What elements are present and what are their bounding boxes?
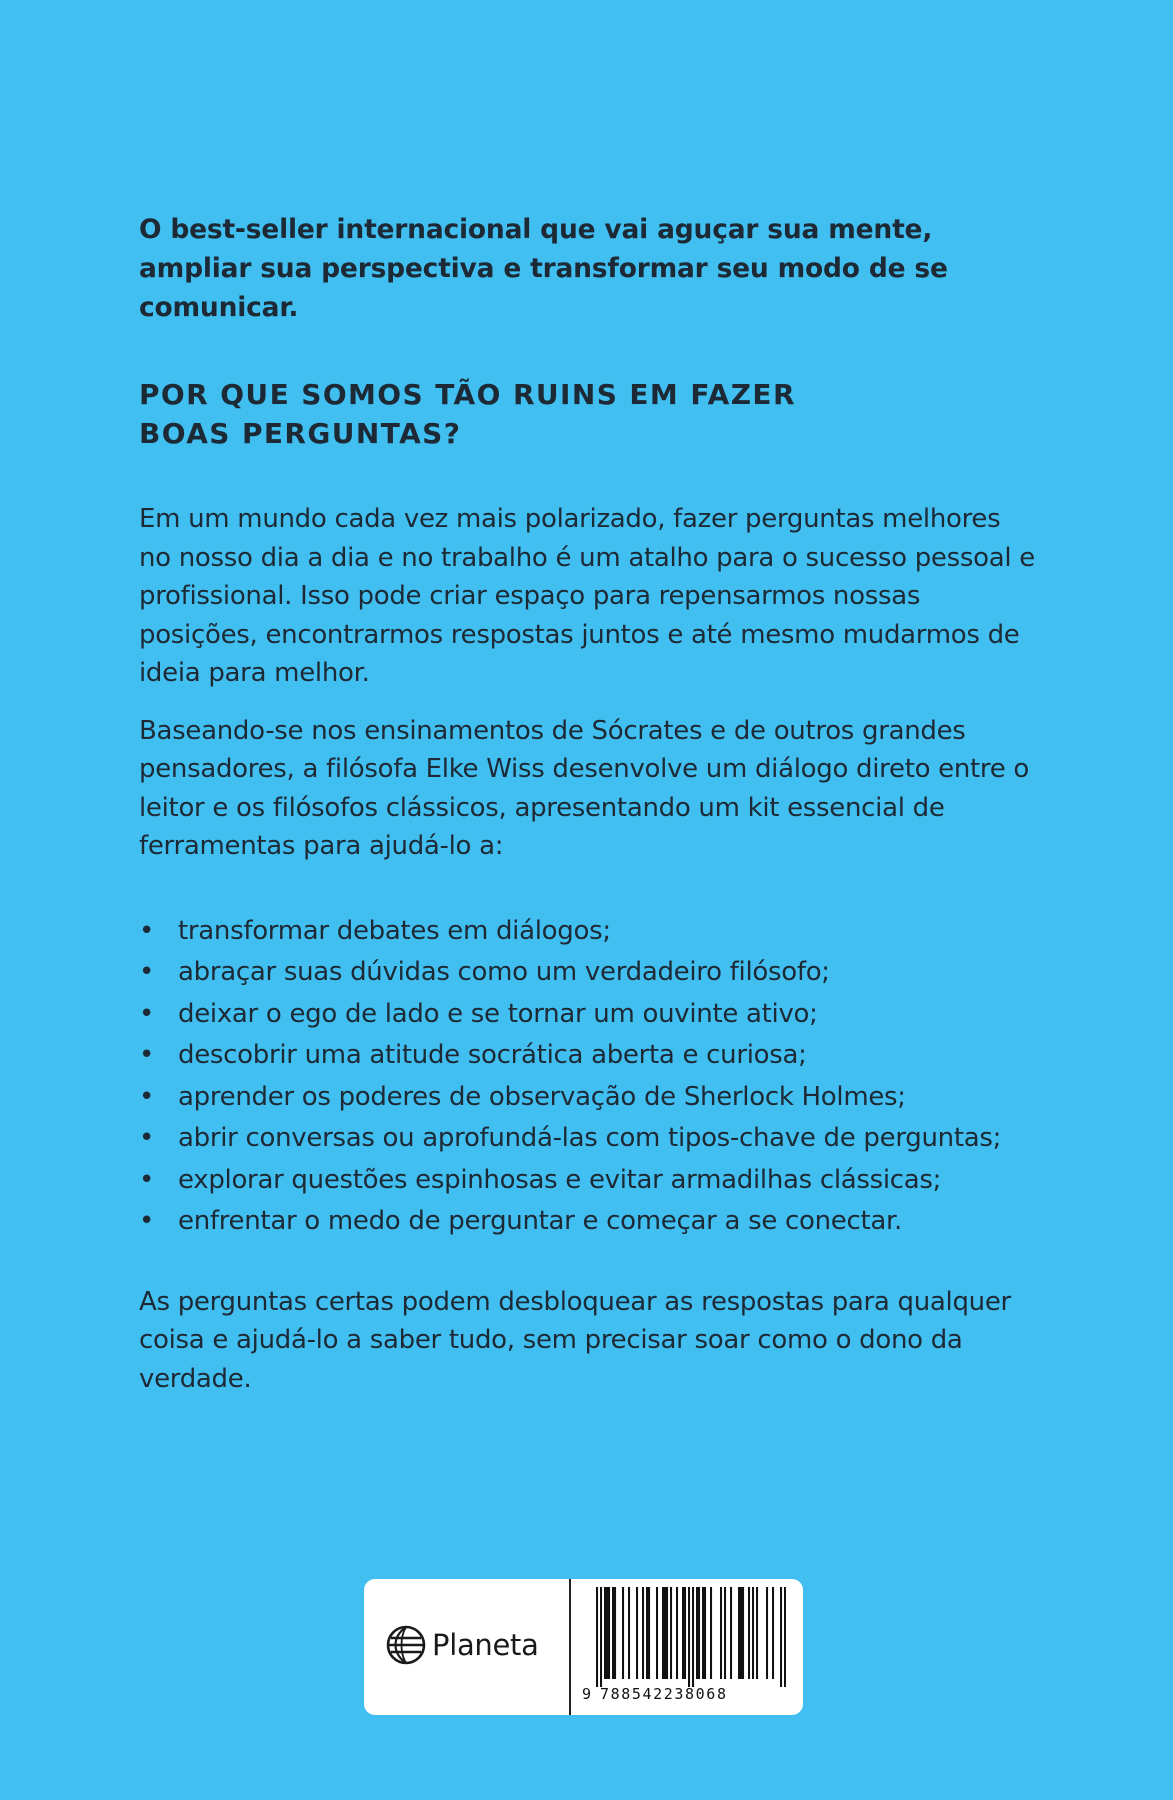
paragraph-description: Baseando-se nos ensinamentos de Sócrates e de outros grandes pensadores, a filósofa Elke Wiss desenvolve um diálogo direto entre o leitor e os filósofos clássicos, apresentando um kit essencial de ferramentas para ajudá-lo a:: [139, 715, 1030, 861]
barcode-bar: [696, 1587, 698, 1679]
barcode-bar: [688, 1587, 690, 1687]
paragraph-intro: Em um mundo cada vez mais polarizado, fazer perguntas melhores no nosso dia a dia e no trabalho é um atalho para o sucesso pessoal e profissional. Isso pode criar espaço para repensarmos nossas posições, encontrarmos respostas juntos e até mesmo mudarmos de ideia para melhor.: [139, 504, 1035, 688]
barcode-bar: [724, 1587, 726, 1679]
barcode-bar: [702, 1587, 704, 1679]
barcode-bar: [676, 1587, 678, 1679]
barcode-bar: [600, 1587, 602, 1687]
bullet-icon: •: [139, 1206, 155, 1236]
barcode-bar: [748, 1587, 750, 1679]
list-item: • explorar questões espinhosas e evitar armadilhas clássicas;: [139, 1160, 1039, 1202]
barcode-bar: [656, 1587, 658, 1679]
paragraph-closing: As perguntas certas podem desbloquear as respostas para qualquer coisa e ajudá-lo a saber tudo, sem precisar soar como o dono da verdade.: [139, 1286, 1011, 1394]
barcode-bar: [780, 1587, 782, 1687]
list-item: • abrir conversas ou aprofundá-las com tipos-chave de perguntas;: [139, 1118, 1039, 1160]
publisher-logo: [386, 1625, 539, 1665]
barcode-bar: [612, 1587, 614, 1679]
barcode: [582, 1587, 796, 1709]
barcode-bar: [646, 1587, 648, 1679]
barcode-bar: [606, 1587, 608, 1679]
barcode-bars: [596, 1587, 786, 1687]
list-item: • transformar debates em diálogos;: [139, 911, 1039, 953]
list-item: • descobrir uma atitude socrática aberta e curiosa;: [139, 1035, 1039, 1077]
headline: [139, 375, 1039, 453]
barcode-bar: [698, 1587, 700, 1679]
barcode-bar: [670, 1587, 672, 1679]
barcode-bar: [622, 1587, 624, 1679]
list-item: • enfrentar o medo de perguntar e começar a se conectar.: [139, 1201, 1039, 1243]
barcode-bar: [648, 1587, 650, 1679]
barcode-bar: [642, 1587, 644, 1679]
bullet-icon: •: [139, 915, 155, 946]
barcode-bar: [720, 1587, 722, 1679]
barcode-bar: [636, 1587, 638, 1679]
barcode-bar: [704, 1587, 706, 1679]
barcode-bar: [682, 1587, 684, 1679]
tagline: O best-seller internacional que vai aguçar sua mente, ampliar sua perspectiva e transformar seu modo de se comunicar.: [139, 214, 948, 323]
barcode-bar: [740, 1587, 742, 1679]
bullet-list: [139, 911, 1039, 1243]
barcode-bar: [710, 1587, 712, 1679]
bullet-icon: •: [139, 1081, 155, 1112]
barcode-bar: [784, 1587, 786, 1687]
barcode-bar: [756, 1587, 758, 1679]
headline-line-1: POR QUE SOMOS TÃO RUINS EM FAZER: [139, 378, 796, 411]
barcode-bar: [662, 1587, 664, 1679]
barcode-bar: [628, 1587, 630, 1679]
barcode-bar: [692, 1587, 694, 1687]
barcode-bar: [742, 1587, 744, 1679]
barcode-bar: [596, 1587, 598, 1687]
barcode-bar: [666, 1587, 668, 1679]
publisher-name: Planeta: [432, 1628, 539, 1662]
isbn-prefix: 9: [582, 1685, 592, 1703]
bullet-icon: •: [139, 1164, 155, 1195]
barcode-bar: [752, 1587, 754, 1679]
headline-line-2: BOAS PERGUNTAS?: [139, 417, 462, 450]
barcode-bar: [608, 1587, 610, 1679]
barcode-bar: [684, 1587, 686, 1679]
barcode-bar: [738, 1587, 740, 1679]
barcode-bar: [730, 1587, 732, 1679]
isbn-number: 788542238068: [600, 1685, 728, 1703]
list-item: • aprender os poderes de observação de Sherlock Holmes;: [139, 1077, 1039, 1119]
barcode-bar: [664, 1587, 666, 1679]
barcode-bar: [772, 1587, 774, 1679]
globe-icon: [386, 1625, 426, 1665]
list-item: • deixar o ego de lado e se tornar um ouvinte ativo;: [139, 994, 1039, 1036]
back-cover-text: [139, 210, 1039, 1398]
barcode-panel: [364, 1579, 803, 1715]
barcode-bar: [614, 1587, 616, 1679]
bullet-icon: •: [139, 957, 155, 987]
bullet-icon: •: [139, 1123, 155, 1153]
barcode-bar: [604, 1587, 606, 1679]
bullet-icon: •: [139, 998, 155, 1029]
barcode-bar: [766, 1587, 768, 1679]
divider: [569, 1579, 571, 1715]
list-item: • abraçar suas dúvidas como um verdadeiro filósofo;: [139, 952, 1039, 994]
bullet-icon: •: [139, 1040, 155, 1070]
